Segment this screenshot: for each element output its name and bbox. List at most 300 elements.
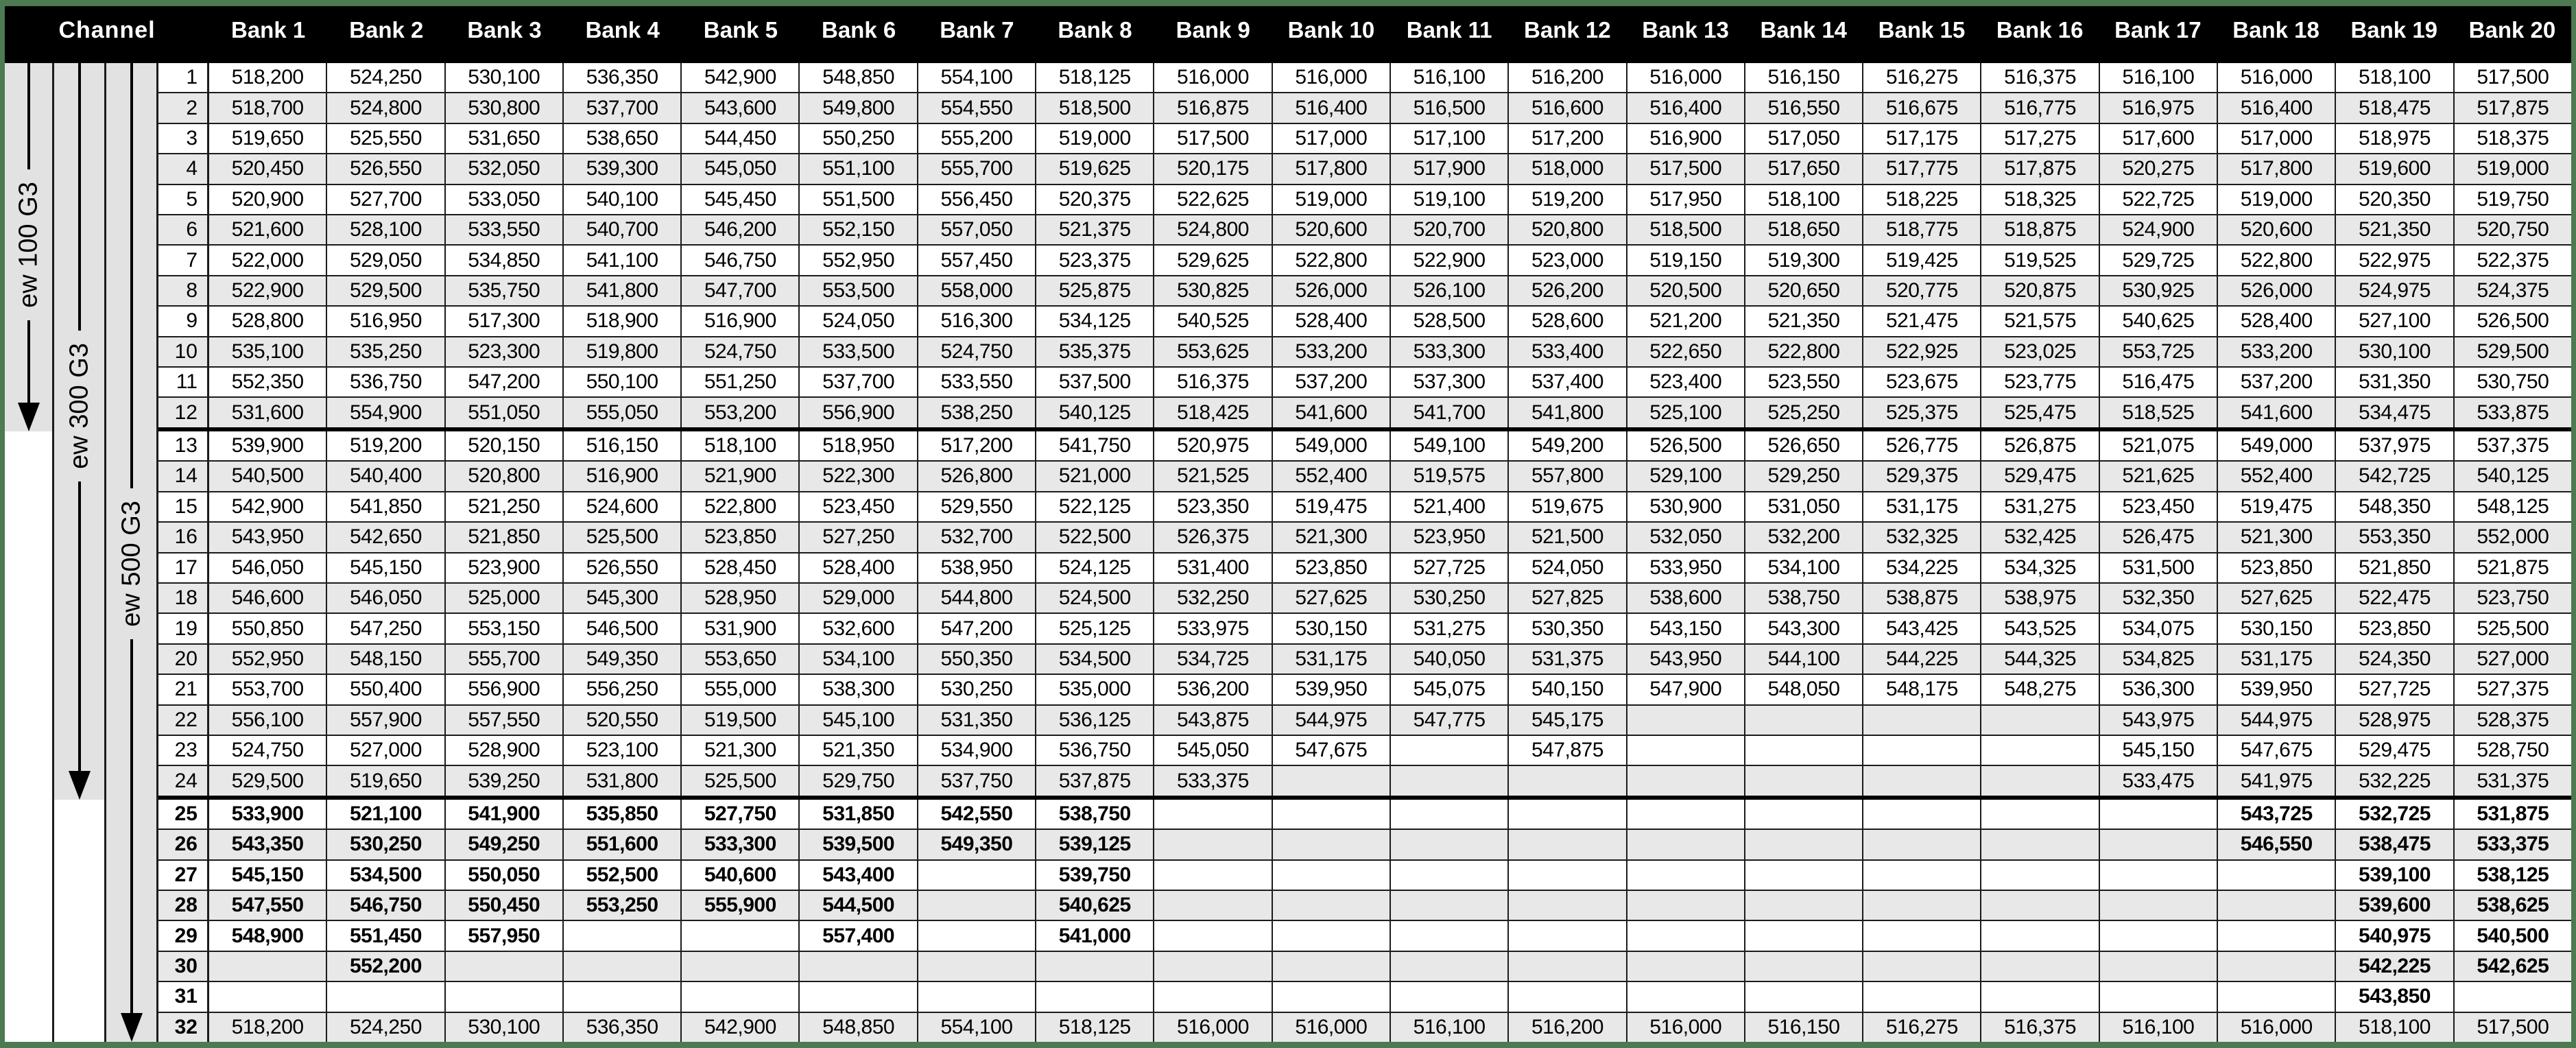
data-cell: 545,150 — [2100, 736, 2218, 765]
data-cell: 520,275 — [2100, 154, 2218, 183]
data-cell — [2218, 952, 2336, 981]
data-cell: 534,325 — [1981, 553, 2099, 582]
data-cell: 531,650 — [446, 124, 564, 153]
data-cell: 520,750 — [2477, 218, 2549, 241]
data-cell: 534,125 — [1036, 307, 1154, 335]
data-cell: 551,450 — [327, 921, 445, 950]
data-cell: 519,000 — [2477, 157, 2549, 180]
data-cell: 520,650 — [1745, 276, 1863, 305]
data-cell: 546,050 — [327, 584, 445, 612]
table-row — [158, 63, 2571, 92]
data-cell — [1981, 982, 2099, 1011]
table-row — [158, 582, 2571, 612]
data-cell — [1863, 706, 1981, 735]
data-cell — [1509, 766, 1627, 795]
data-cell: 517,500 — [1627, 154, 1745, 183]
data-cell — [1391, 982, 1509, 1011]
data-cell — [2100, 982, 2218, 1011]
data-cell: 556,100 — [209, 706, 327, 735]
data-cell: 558,000 — [918, 276, 1036, 305]
data-cell: 533,500 — [800, 337, 918, 366]
data-cell: 540,150 — [1509, 675, 1627, 704]
data-cell — [682, 982, 800, 1011]
data-cell: 521,525 — [1154, 462, 1272, 490]
data-cell: 526,000 — [2218, 276, 2336, 305]
data-cell: 519,000 — [1273, 185, 1391, 214]
data-cell: 527,375 — [2477, 678, 2549, 701]
data-cell: 521,350 — [1745, 307, 1863, 335]
table-row — [158, 92, 2571, 122]
data-cell: 549,000 — [2218, 431, 2336, 460]
data-cell: 519,800 — [564, 337, 682, 366]
data-cell: 529,000 — [800, 584, 918, 612]
bank-column-header: Bank 10 — [1287, 17, 1375, 43]
data-cell: 534,100 — [1745, 553, 1863, 582]
data-cell: 516,400 — [1273, 93, 1391, 122]
row-number-cell: 10 — [158, 337, 209, 366]
data-cell: 531,050 — [1745, 492, 1863, 521]
data-cell — [2218, 921, 2336, 950]
frequency-table — [5, 6, 2571, 1042]
row-number-cell: 22 — [158, 706, 209, 735]
data-cell — [2100, 952, 2218, 981]
data-cell: 533,550 — [446, 215, 564, 244]
data-cell: 543,150 — [1627, 614, 1745, 643]
data-cell: 519,000 — [1036, 124, 1154, 153]
ew-300-arrow-line — [78, 63, 81, 331]
data-cell: 526,100 — [1391, 276, 1509, 305]
data-cell: 545,450 — [682, 185, 800, 214]
data-cell — [209, 982, 327, 1011]
data-cell: 527,000 — [327, 736, 445, 765]
data-cell — [2100, 830, 2218, 859]
data-cell: 520,350 — [2336, 185, 2454, 214]
row-number-cell: 28 — [158, 891, 209, 920]
data-cell: 546,550 — [2218, 830, 2336, 859]
data-cell: 543,400 — [800, 861, 918, 890]
data-cell: 537,875 — [1036, 766, 1154, 795]
table-row — [158, 123, 2571, 153]
table-row — [158, 460, 2571, 490]
data-cell: 519,650 — [327, 766, 445, 795]
data-cell: 549,800 — [800, 93, 918, 122]
data-cell: 521,850 — [446, 523, 564, 551]
data-cell: 517,600 — [2100, 124, 2218, 153]
data-cell: 529,475 — [1981, 462, 2099, 490]
data-cell: 550,100 — [564, 368, 682, 396]
data-cell: 523,850 — [1273, 553, 1391, 582]
data-cell: 516,875 — [1154, 93, 1272, 122]
data-cell: 522,625 — [1154, 185, 1272, 214]
data-cell: 518,500 — [1036, 93, 1154, 122]
bank-column-header: Bank 15 — [1878, 17, 1966, 43]
data-cell: 548,050 — [1745, 675, 1863, 704]
data-cell: 521,350 — [800, 736, 918, 765]
ew-500-arrow-line — [130, 63, 133, 488]
data-cell — [2218, 982, 2336, 1011]
data-cell — [1391, 861, 1509, 890]
data-cell: 545,150 — [327, 553, 445, 582]
data-cell: 546,050 — [209, 553, 327, 582]
row-number-cell: 18 — [158, 584, 209, 612]
data-cell: 530,750 — [2477, 370, 2549, 394]
data-cell: 517,500 — [1154, 124, 1272, 153]
data-cell: 550,250 — [800, 124, 918, 153]
data-cell: 547,200 — [918, 614, 1036, 643]
data-cell: 550,850 — [209, 614, 327, 643]
data-cell: 556,250 — [564, 675, 682, 704]
data-cell: 518,100 — [2336, 63, 2454, 92]
data-cell: 524,050 — [800, 307, 918, 335]
data-cell: 523,350 — [1154, 492, 1272, 521]
data-cell: 526,200 — [1509, 276, 1627, 305]
data-cell — [327, 982, 445, 1011]
data-cell: 529,375 — [1863, 462, 1981, 490]
data-cell: 541,700 — [1391, 398, 1509, 427]
data-cell: 549,100 — [1391, 431, 1509, 460]
data-cell: 519,475 — [2218, 492, 2336, 521]
data-cell — [1509, 891, 1627, 920]
bank-column-header: Bank 18 — [2232, 17, 2319, 43]
ew-500-arrow-line — [130, 639, 133, 1016]
data-cell: 539,600 — [2336, 891, 2454, 920]
data-cell: 537,700 — [564, 93, 682, 122]
data-cell: 538,125 — [2477, 863, 2549, 886]
data-cell — [1981, 766, 2099, 795]
data-cell: 522,925 — [1863, 337, 1981, 366]
data-cell: 553,200 — [682, 398, 800, 427]
data-cell: 538,300 — [800, 675, 918, 704]
data-cell: 516,400 — [1627, 93, 1745, 122]
data-cell: 540,500 — [2477, 924, 2549, 947]
data-cell: 519,300 — [1745, 246, 1863, 274]
data-cell — [1154, 982, 1272, 1011]
data-cell: 525,250 — [1745, 398, 1863, 427]
data-cell: 537,300 — [1391, 368, 1509, 396]
data-cell: 553,500 — [800, 276, 918, 305]
data-cell: 519,575 — [1391, 462, 1509, 490]
ew-300-label: ew 300 G3 — [64, 343, 93, 469]
data-cell: 529,725 — [2100, 246, 2218, 274]
data-cell: 521,075 — [2100, 431, 2218, 460]
data-cell: 523,775 — [1981, 368, 2099, 396]
data-cell: 533,975 — [1154, 614, 1272, 643]
row-number-cell: 29 — [158, 921, 209, 950]
data-cell: 547,775 — [1391, 706, 1509, 735]
data-cell: 522,500 — [1036, 523, 1154, 551]
data-cell: 525,875 — [1036, 276, 1154, 305]
data-cell — [1981, 800, 2099, 829]
data-cell: 520,550 — [564, 706, 682, 735]
data-cell: 519,750 — [2477, 187, 2549, 211]
data-cell: 528,500 — [1391, 307, 1509, 335]
data-cell — [1391, 952, 1509, 981]
data-cell — [209, 952, 327, 981]
data-cell: 527,625 — [2218, 584, 2336, 612]
data-cell: 546,200 — [682, 215, 800, 244]
bank-column-header: Bank 13 — [1642, 17, 1729, 43]
data-cell: 543,350 — [209, 830, 327, 859]
data-cell: 539,250 — [446, 766, 564, 795]
data-cell: 535,250 — [327, 337, 445, 366]
data-cell: 554,550 — [918, 93, 1036, 122]
data-cell: 531,350 — [918, 706, 1036, 735]
data-cell: 546,750 — [327, 891, 445, 920]
data-cell: 551,100 — [800, 154, 918, 183]
data-cell: 537,500 — [1036, 368, 1154, 396]
data-cell: 520,600 — [1273, 215, 1391, 244]
data-cell — [682, 921, 800, 950]
data-cell: 523,300 — [446, 337, 564, 366]
data-cell: 540,600 — [682, 861, 800, 890]
data-cell: 527,100 — [2336, 307, 2454, 335]
data-cell: 537,375 — [2477, 434, 2549, 457]
data-cell: 529,750 — [800, 766, 918, 795]
data-cell: 538,650 — [564, 124, 682, 153]
data-cell: 536,750 — [1036, 736, 1154, 765]
data-cell — [1627, 706, 1745, 735]
row-number-cell: 11 — [158, 368, 209, 396]
data-cell: 516,975 — [2100, 93, 2218, 122]
data-cell: 523,950 — [1391, 523, 1509, 551]
data-cell: 530,800 — [446, 93, 564, 122]
bank-column-header: Bank 8 — [1058, 17, 1132, 43]
data-cell: 530,250 — [327, 830, 445, 859]
row-number-cell: 25 — [158, 800, 209, 829]
ew-500-arrowhead-icon — [121, 1013, 143, 1042]
data-cell: 516,150 — [1745, 63, 1863, 92]
data-cell — [1981, 952, 2099, 981]
data-cell: 517,200 — [918, 431, 1036, 460]
data-cell: 521,850 — [2336, 553, 2454, 582]
data-cell — [1273, 766, 1391, 795]
data-cell: 524,350 — [2336, 645, 2454, 674]
data-cell: 547,675 — [2218, 736, 2336, 765]
data-cell — [1863, 982, 1981, 1011]
ew-500-arrow-column — [106, 63, 158, 1042]
data-cell: 553,150 — [446, 614, 564, 643]
data-cell — [446, 982, 564, 1011]
data-cell: 537,400 — [1509, 368, 1627, 396]
data-cell — [1981, 706, 2099, 735]
ew-300-arrowhead-icon — [69, 771, 91, 800]
data-cell: 531,275 — [1391, 614, 1509, 643]
data-cell — [918, 952, 1036, 981]
channel-rows — [158, 63, 2571, 1042]
data-cell: 525,550 — [327, 124, 445, 153]
table-row — [158, 796, 2571, 829]
data-cell: 523,550 — [1745, 368, 1863, 396]
bank-headers — [209, 6, 2571, 61]
data-cell: 536,350 — [564, 1013, 682, 1042]
data-cell: 526,775 — [1863, 431, 1981, 460]
data-cell — [1863, 766, 1981, 795]
data-cell — [1745, 982, 1863, 1011]
data-cell: 517,175 — [1863, 124, 1981, 153]
data-cell: 529,500 — [327, 276, 445, 305]
data-cell: 524,250 — [327, 1013, 445, 1042]
data-cell: 523,450 — [800, 492, 918, 521]
data-cell: 527,825 — [1509, 584, 1627, 612]
data-cell: 528,800 — [209, 307, 327, 335]
data-cell: 545,100 — [800, 706, 918, 735]
data-cell: 536,750 — [327, 368, 445, 396]
data-cell: 541,750 — [1036, 431, 1154, 460]
data-cell: 516,200 — [1509, 1013, 1627, 1042]
data-cell: 524,750 — [918, 337, 1036, 366]
data-cell: 518,500 — [1627, 215, 1745, 244]
data-cell — [918, 861, 1036, 890]
data-cell: 534,825 — [2100, 645, 2218, 674]
data-cell: 545,050 — [682, 154, 800, 183]
data-cell: 529,100 — [1627, 462, 1745, 490]
data-cell: 547,675 — [1273, 736, 1391, 765]
row-number-cell: 7 — [158, 246, 209, 274]
data-cell: 521,350 — [2336, 215, 2454, 244]
data-cell: 516,150 — [1745, 1013, 1863, 1042]
row-number-cell: 12 — [158, 398, 209, 427]
ew-300-arrow-line — [78, 481, 81, 772]
data-cell — [1509, 800, 1627, 829]
data-cell: 522,375 — [2477, 248, 2549, 272]
data-cell: 524,800 — [327, 93, 445, 122]
data-cell: 518,475 — [2336, 93, 2454, 122]
data-cell: 530,900 — [1627, 492, 1745, 521]
data-cell: 524,975 — [2336, 276, 2454, 305]
data-cell: 557,050 — [918, 215, 1036, 244]
data-cell — [1036, 982, 1154, 1011]
data-cell: 544,800 — [918, 584, 1036, 612]
data-cell: 533,375 — [2477, 833, 2549, 856]
data-cell: 530,100 — [2336, 337, 2454, 366]
row-number-cell: 26 — [158, 830, 209, 859]
row-number-cell: 20 — [158, 645, 209, 674]
data-cell: 516,000 — [2218, 1013, 2336, 1042]
data-cell: 518,200 — [209, 63, 327, 92]
data-cell: 528,950 — [682, 584, 800, 612]
data-cell — [682, 952, 800, 981]
data-cell — [1863, 891, 1981, 920]
data-cell: 523,675 — [1863, 368, 1981, 396]
table-row — [158, 396, 2571, 427]
data-cell: 543,300 — [1745, 614, 1863, 643]
data-cell: 516,000 — [1154, 1013, 1272, 1042]
data-cell: 516,300 — [918, 307, 1036, 335]
table-row — [158, 643, 2571, 674]
data-cell: 541,600 — [1273, 398, 1391, 427]
data-cell: 534,475 — [2336, 398, 2454, 427]
data-cell: 531,375 — [1509, 645, 1627, 674]
data-cell — [1154, 861, 1272, 890]
row-number-cell: 16 — [158, 523, 209, 551]
data-cell: 538,750 — [1036, 800, 1154, 829]
data-cell — [1391, 800, 1509, 829]
data-cell: 530,100 — [446, 63, 564, 92]
ew-500-label: ew 500 G3 — [117, 501, 145, 627]
data-cell: 518,525 — [2100, 398, 2218, 427]
data-cell: 518,425 — [1154, 398, 1272, 427]
data-cell: 518,375 — [2477, 127, 2549, 150]
data-cell — [1745, 766, 1863, 795]
data-cell: 516,100 — [1391, 63, 1509, 92]
data-cell: 517,050 — [1745, 124, 1863, 153]
bank-column-header: Bank 5 — [703, 17, 778, 43]
data-cell: 548,125 — [2477, 495, 2549, 518]
data-cell: 530,150 — [2218, 614, 2336, 643]
data-cell: 544,325 — [1981, 645, 2099, 674]
data-cell: 517,900 — [1391, 154, 1509, 183]
data-cell: 522,300 — [800, 462, 918, 490]
data-cell: 522,000 — [209, 246, 327, 274]
data-cell: 525,500 — [2477, 617, 2549, 640]
data-cell: 524,900 — [2100, 215, 2218, 244]
data-cell: 540,125 — [2477, 464, 2549, 488]
data-cell: 528,750 — [2477, 739, 2549, 762]
data-cell: 516,275 — [1863, 1013, 1981, 1042]
data-cell: 540,625 — [1036, 891, 1154, 920]
data-cell: 522,800 — [1745, 337, 1863, 366]
data-cell: 533,375 — [1154, 766, 1272, 795]
data-cell: 528,975 — [2336, 706, 2454, 735]
data-cell: 520,450 — [209, 154, 327, 183]
data-cell: 537,200 — [1273, 368, 1391, 396]
data-cell: 550,450 — [446, 891, 564, 920]
data-cell: 540,500 — [209, 462, 327, 490]
data-cell: 532,425 — [1981, 523, 2099, 551]
data-cell — [446, 952, 564, 981]
data-cell: 524,750 — [209, 736, 327, 765]
data-cell: 528,400 — [800, 553, 918, 582]
data-cell: 520,600 — [2218, 215, 2336, 244]
row-number-cell: 2 — [158, 93, 209, 122]
data-cell: 547,250 — [327, 614, 445, 643]
data-cell: 540,625 — [2100, 307, 2218, 335]
data-cell: 516,500 — [1391, 93, 1509, 122]
data-cell — [1273, 800, 1391, 829]
data-cell: 534,225 — [1863, 553, 1981, 582]
data-cell: 517,775 — [1863, 154, 1981, 183]
data-cell — [564, 921, 682, 950]
data-cell: 516,000 — [1273, 63, 1391, 92]
data-cell: 521,400 — [1391, 492, 1509, 521]
data-cell: 523,900 — [446, 553, 564, 582]
data-cell: 552,200 — [327, 952, 445, 981]
data-cell — [1627, 891, 1745, 920]
data-cell: 521,250 — [446, 492, 564, 521]
data-cell: 525,475 — [1981, 398, 2099, 427]
table-row — [158, 521, 2571, 551]
data-cell — [1273, 891, 1391, 920]
data-cell: 516,550 — [1745, 93, 1863, 122]
data-cell: 523,000 — [1509, 246, 1627, 274]
data-cell — [1745, 921, 1863, 950]
table-row — [158, 920, 2571, 950]
data-cell: 524,375 — [2477, 279, 2549, 302]
data-cell — [2100, 800, 2218, 829]
data-cell: 533,900 — [209, 800, 327, 829]
data-cell: 533,200 — [2218, 337, 2336, 366]
data-cell: 529,500 — [2477, 340, 2549, 363]
data-cell — [918, 921, 1036, 950]
row-number-cell: 27 — [158, 861, 209, 890]
data-cell — [1627, 861, 1745, 890]
data-cell: 518,900 — [564, 307, 682, 335]
data-cell: 529,475 — [2336, 736, 2454, 765]
bank-column-header: Bank 16 — [1996, 17, 2084, 43]
data-cell: 521,200 — [1627, 307, 1745, 335]
data-cell — [1627, 736, 1745, 765]
data-cell: 521,375 — [1036, 215, 1154, 244]
